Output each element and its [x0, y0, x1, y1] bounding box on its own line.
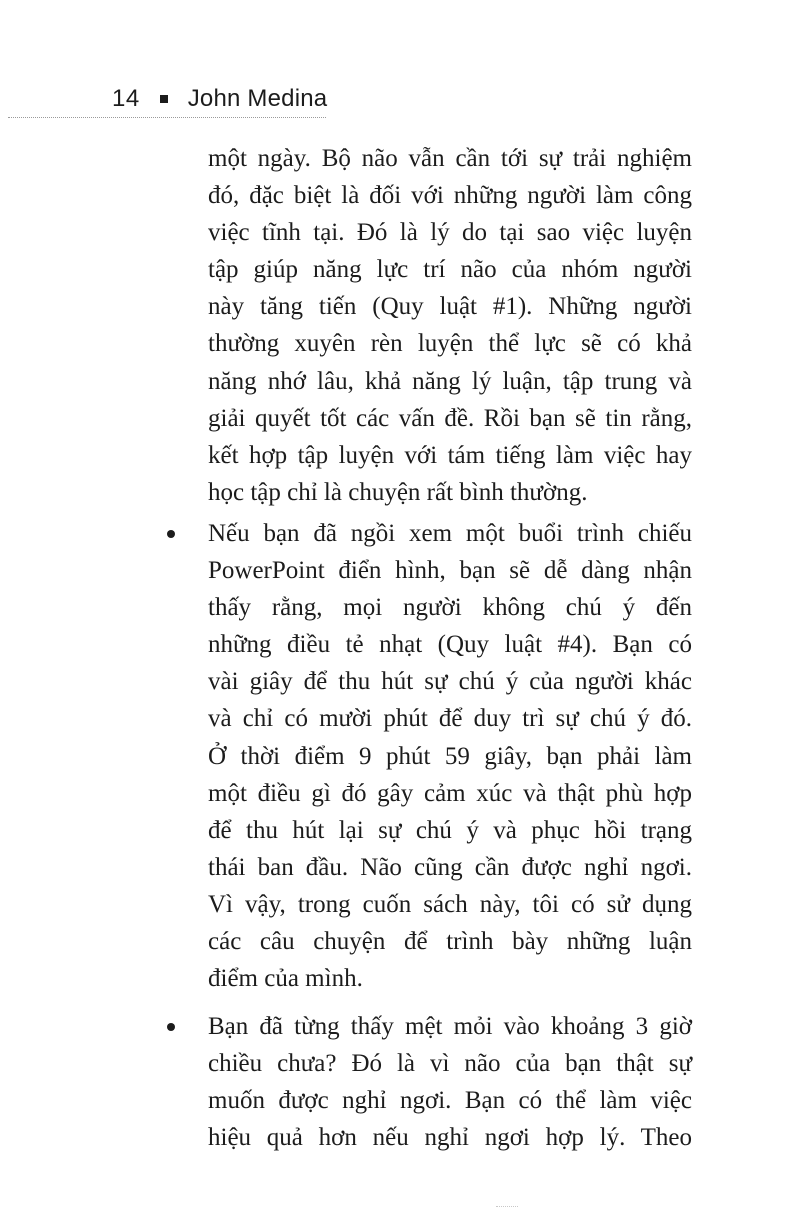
text-line: vài giây để thu hút sự chú ý của người khác [208, 668, 692, 696]
text-line: điểm của mình. [208, 965, 363, 993]
text-line: tập giúp năng lực trí não của nhóm người [208, 256, 692, 284]
scan-artifact [496, 1206, 518, 1207]
bullet-item-powerpoint [208, 515, 692, 997]
text-line: PowerPoint điển hình, bạn sẽ dễ dàng nhận [208, 557, 692, 585]
text-line: này tăng tiến (Quy luật #1). Những người [208, 293, 692, 321]
text-line: hiệu quả hơn nếu nghỉ ngơi hợp lý. Theo [208, 1124, 692, 1152]
text-line: để thu hút lại sự chú ý và phục hồi trạng [208, 816, 692, 844]
text-line: những điều tẻ nhạt (Quy luật #4). Bạn có [208, 631, 692, 659]
text-line: việc tĩnh tại. Đó là lý do tại sao việc luyện [208, 219, 692, 247]
text-line: Bạn đã từng thấy mệt mỏi vào khoảng 3 giờ [208, 1013, 692, 1040]
text-line: thấy rằng, mọi người không chú ý đến [208, 594, 692, 622]
header-separator-square [160, 95, 168, 103]
text-line: giải quyết tốt các vấn đề. Rồi bạn sẽ tin rằng, [208, 404, 692, 432]
text-line: kết hợp tập luyện với tám tiếng làm việc hay [208, 441, 692, 469]
page-number: 14 [112, 85, 140, 112]
text-line: Vì vậy, trong cuốn sách này, tôi có sử dụng [208, 890, 692, 918]
text-line: các câu chuyện để trình bày những luận [208, 928, 692, 956]
text-line: năng nhớ lâu, khả năng lý luận, tập trung và [208, 367, 692, 395]
bullet-dot [167, 1023, 175, 1031]
text-line: một ngày. Bộ não vẫn cần tới sự trải nghiệm [208, 145, 692, 172]
header-dotted-rule [8, 117, 326, 118]
author-name: John Medina [187, 85, 328, 112]
text-line: chiều chưa? Đó là vì não của bạn thật sự [208, 1050, 692, 1078]
bullet-dot [167, 530, 175, 538]
text-line: Nếu bạn đã ngồi xem một buổi trình chiếu [208, 520, 692, 547]
text-line: học tập chỉ là chuyện rất bình thường. [208, 478, 588, 506]
text-line: muốn được nghỉ ngơi. Bạn có thể làm việc [208, 1087, 692, 1115]
text-line: thái ban đầu. Não cũng cần được nghỉ ngơi. [208, 853, 692, 881]
text-line: thường xuyên rèn luyện thể lực sẽ có khả [208, 330, 692, 358]
text-line: một điều gì đó gây cảm xúc và thật phù hợp [208, 779, 692, 807]
bullet-item-afternoon [208, 1008, 692, 1156]
text-line: Ở thời điểm 9 phút 59 giây, bạn phải làm [208, 742, 692, 770]
running-header [112, 82, 327, 116]
text-line: đó, đặc biệt là đối với những người làm công [208, 182, 692, 210]
text-line: và chỉ có mười phút để duy trì sự chú ý đó. [208, 705, 692, 733]
continued-paragraph [208, 140, 692, 511]
